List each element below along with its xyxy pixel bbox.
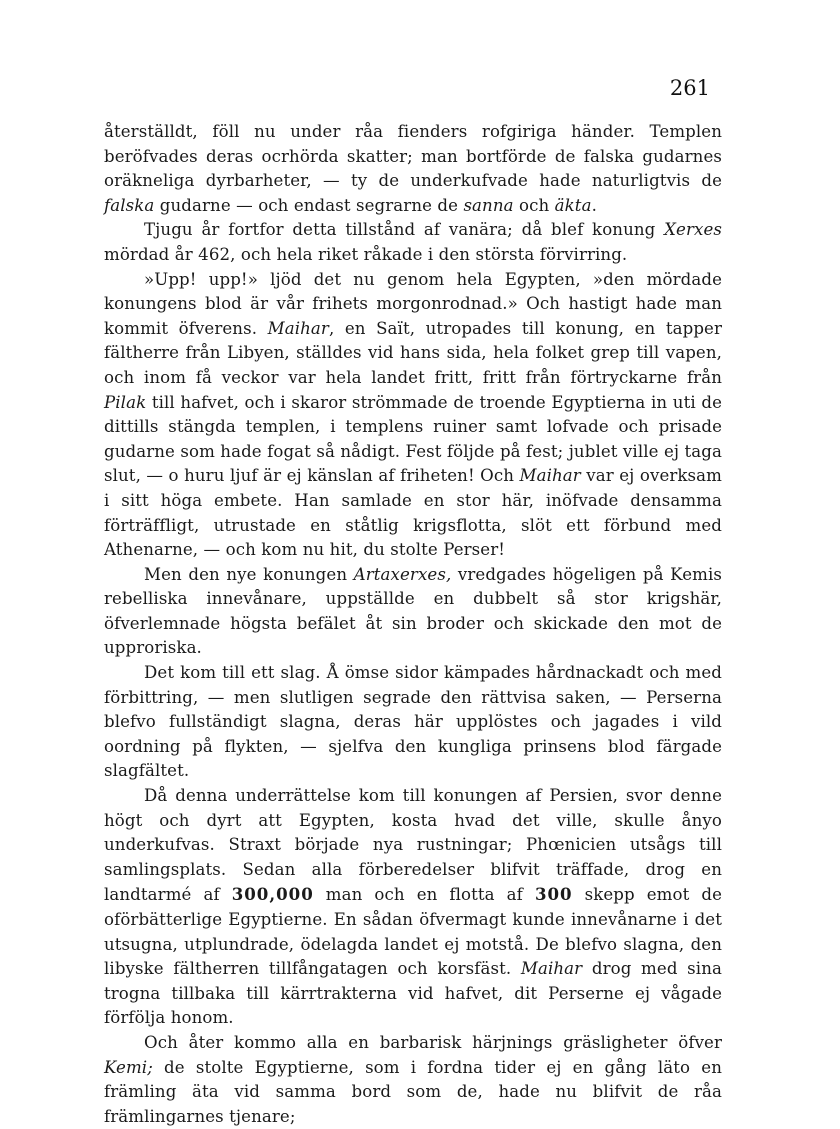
paragraph <box>104 661 722 784</box>
italic-text: Pilak <box>104 392 147 412</box>
text-run: . <box>591 195 597 215</box>
text-run: de stolte Egyptierne, som i fordna tider ej en gång läto en främling äta vid samma bord som de, hade nu blifvit de råa främlingarnes tjenare; <box>104 1057 722 1126</box>
text-run: Det kom till ett slag. Å ömse sidor kämpades hårdnackadt och med förbittring, — men slutligen segrade den rättvisa saken, — Perserna blefvo fullständigt slagna, deras här upplöstes och jagades i vild oordning på flykten, — sjelfva den kungliga prinsens blod färgade slagfältet. <box>104 663 722 781</box>
page-number: 261 <box>669 76 710 100</box>
text-run: drog med sina trogna tillbaka till kärrtrakterna vid hafvet, dit Perserne ej vågade förfölja honom. <box>104 959 722 1028</box>
text-run: mördad år 462, och hela riket råkade i den största förvirring. <box>104 244 628 264</box>
body-text <box>104 120 722 1129</box>
italic-text: Artaxerxes, <box>353 564 452 584</box>
paragraph <box>104 1031 722 1129</box>
italic-text: Maihar <box>519 466 581 486</box>
text-run: till hafvet, och i skaror strömmade de troende Egyptierna in uti de dittills stängda templen, i templens ruiner samt lofvade och prisade gudarne som hade fogat så nådigt. Fest följde på fest; jublet ville ej taga slut, — o huru ljuf är ej känslan af friheten! Och <box>104 392 722 486</box>
text-run: skepp emot de oförbätterlige Egyptierne. En sådan öfvermagt kunde innevånarne i det utsugna, utplundrade, ödelagda landet ej motstå. De blefvo slagna, den libyske fältherren tillfångatagen och korsfäst. <box>104 885 722 979</box>
text-run: Tjugu år fortfor detta tillstånd af vanära; då blef konung <box>144 220 665 240</box>
paragraph <box>104 268 722 563</box>
paragraph <box>104 120 722 218</box>
spaced-number: 300,000 <box>231 884 314 905</box>
italic-text: Kemi; <box>104 1057 153 1077</box>
text-run: och <box>513 195 555 215</box>
text-run: återställdt, föll nu under råa fienders rofgiriga händer. Templen beröfvades deras ocrhörda skatter; man bortförde de falska gudarnes oräkneliga dyrbarheter, — ty de underkufvade hade naturligtvis de <box>104 122 722 191</box>
text-run: »Upp! upp!» ljöd det nu genom hela Egypten, »den mördade konungens blod är vår frihets morgonrodnad.» Och hastigt hade man kommit öfverens. <box>104 269 722 338</box>
text-run: vredgades högeligen på Kemis rebelliska innevånare, uppställde en dubbelt så stor krigshär, öfverlemnade högsta befälet åt sin broder och skickade den mot de upproriska. <box>104 564 722 658</box>
text-run: man och en flotta af <box>313 885 535 905</box>
paragraph <box>104 218 722 267</box>
italic-text: Maihar <box>267 318 329 338</box>
text-run: var ej overksam i sitt höga embete. Han samlade en stor här, inöfvade densamma förträffligt, utrustade en ståtlig krigsflotta, slöt ett förbund med Athenarne, — och kom nu hit, du stolte Perser! <box>104 466 722 560</box>
text-run: , en Saït, utropades till konung, en tapper fältherre från Libyen, ställdes vid hans sida, hela folket grep till vapen, och inom få veckor var hela landet fritt, fritt från förtryckarne från <box>104 318 722 387</box>
spaced-number: 300 <box>534 884 573 905</box>
italic-text: falska <box>104 195 155 215</box>
text-run: Och åter kommo alla en barbarisk härjnings gräsligheter öfver <box>144 1032 722 1052</box>
italic-text: Xerxes <box>664 220 722 240</box>
paragraph <box>104 563 722 661</box>
text-run: Då denna underrättelse kom till konungen af Persien, svor denne högt och dyrt att Egypten, kosta hvad det ville, skulle ånyo underkufvas. Straxt började nya rustningar; Phœnicien utsågs till samlingsplats. Sedan alla förberedelser blifvit träffade, drog en landtarmé af <box>104 786 722 905</box>
text-run: gudarne — och endast segrarne de <box>154 195 464 215</box>
italic-text: Maihar <box>520 959 583 979</box>
italic-text: sanna <box>463 195 514 215</box>
text-run: Men den nye konungen <box>144 564 354 584</box>
italic-text: äkta <box>554 195 592 215</box>
paragraph <box>104 784 722 1031</box>
